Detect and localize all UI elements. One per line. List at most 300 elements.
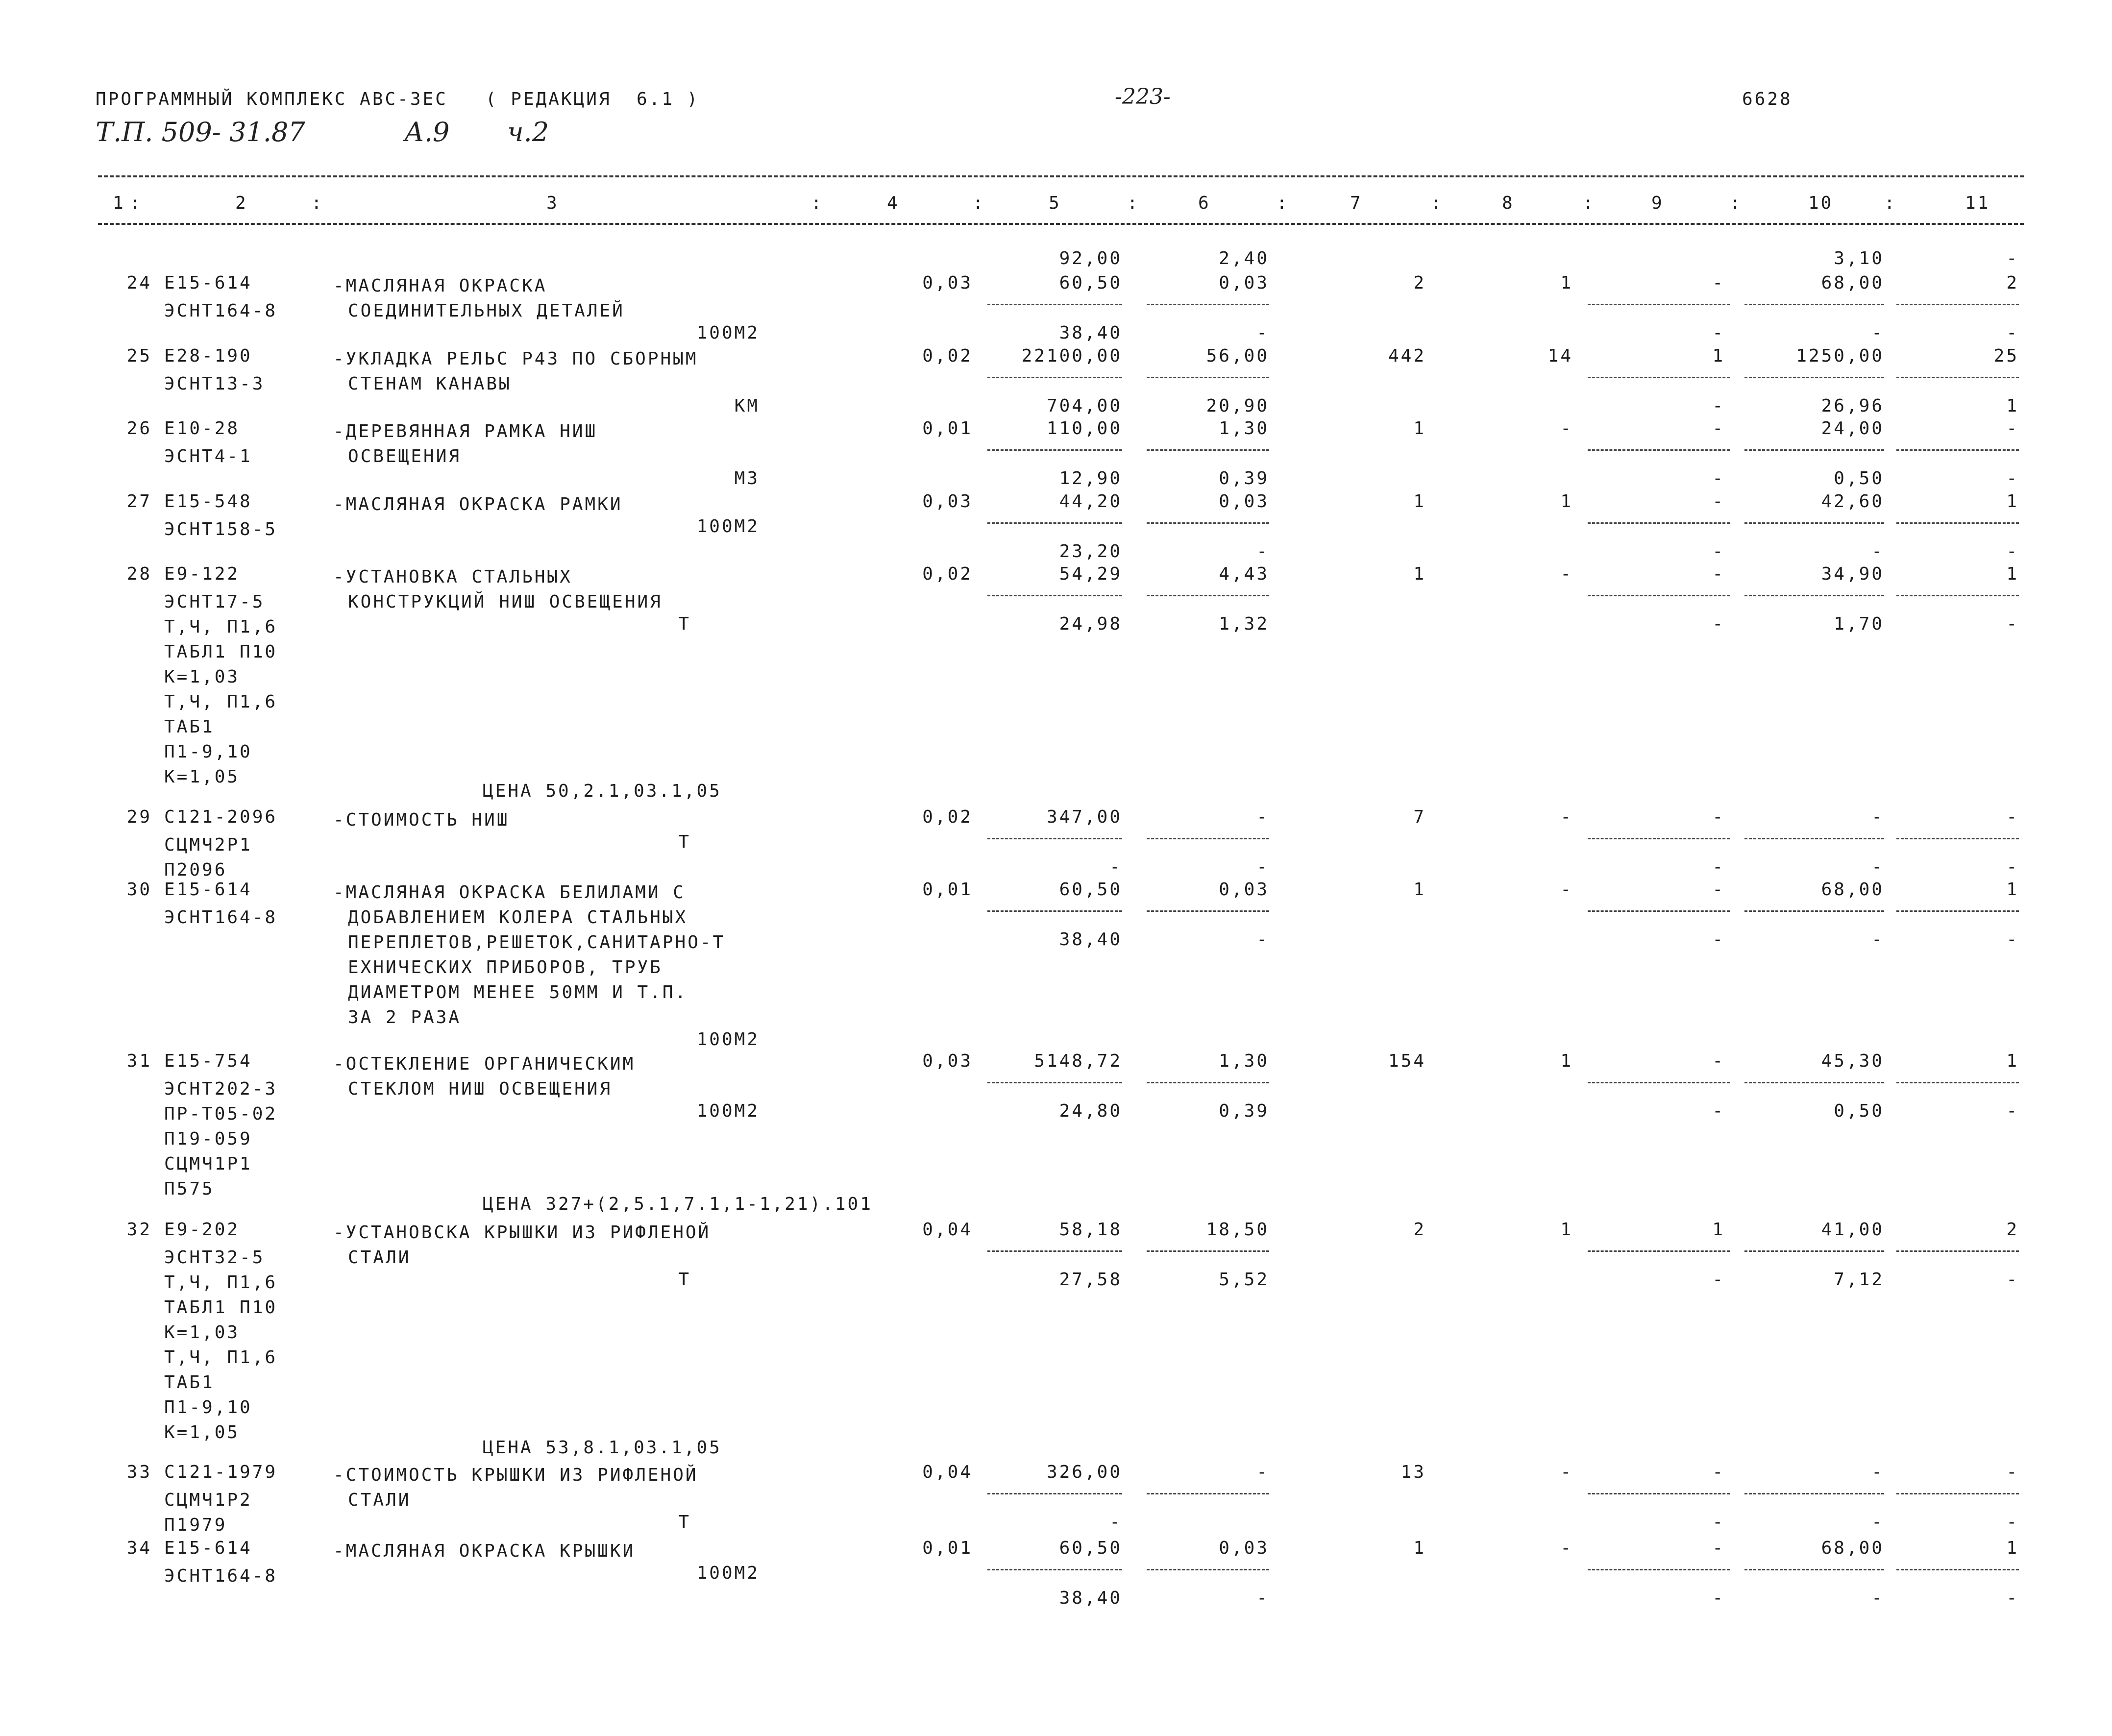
row-unit: Т [678, 1512, 691, 1532]
cell-c5-sub: 704,00 [1046, 396, 1122, 416]
cell-c6-sub: 1,32 [1219, 614, 1269, 634]
divider [1147, 1250, 1269, 1252]
col-header-7: 7 [1350, 193, 1363, 213]
row-ref-line: П575 [164, 1179, 215, 1199]
divider [1896, 838, 2019, 839]
cell-c5-sub: 24,98 [1059, 614, 1122, 634]
cell-c11-sub: - [2006, 857, 2019, 877]
cell-c7: 13 [1400, 1462, 1426, 1482]
program-header: ПРОГРАММНЫЙ КОМПЛЕКС АВС-3ЕС ( РЕДАКЦИЯ 6.1 ) [96, 89, 700, 109]
row-desc-line: -УСТАНОВСКА КРЫШКИ ИЗ РИФЛЕНОЙ [333, 1223, 711, 1243]
divider [987, 522, 1122, 524]
cell-c5-sub: - [1109, 857, 1122, 877]
col-header-6: 6 [1198, 193, 1211, 213]
cell-c6-sub: - [1256, 323, 1269, 343]
row-desc-line: -СТОИМОСТЬ НИШ [333, 810, 510, 830]
divider [1744, 1250, 1884, 1252]
row-ref-line: ЭСНТ4-1 [164, 446, 252, 466]
divider [987, 1082, 1122, 1083]
cell-c10-sub: 0,50 [1834, 1101, 1884, 1121]
cell-c5-sub: - [1109, 1512, 1122, 1532]
row-unit: КМ [734, 396, 760, 416]
cell-c6-sub: - [1256, 1588, 1269, 1608]
cell-c11: 2 [2006, 1220, 2019, 1240]
handwritten-album-ref: А.9 [404, 117, 450, 147]
divider [1147, 1082, 1269, 1083]
divider [1588, 377, 1730, 378]
col-header-1: 1 [113, 193, 125, 213]
cell-c6-sub: - [1256, 857, 1269, 877]
row-ref-line: ТАБЛ1 П10 [164, 642, 278, 662]
cell-c4: 0,02 [922, 346, 973, 366]
cell-c10-sub: 0,50 [1834, 468, 1884, 489]
row-desc-line: ОСВЕЩЕНИЯ [348, 446, 462, 466]
cell-c10-sub: - [1871, 541, 1884, 562]
cell-c6: 0,03 [1219, 491, 1269, 512]
divider [1147, 522, 1269, 524]
row-ref-line: ПР-Т05-02 [164, 1104, 278, 1124]
row-unit: 100М2 [696, 323, 760, 343]
cell-c11-sub: - [2006, 541, 2019, 562]
row-desc-line: -СТОИМОСТЬ КРЫШКИ ИЗ РИФЛЕНОЙ [333, 1465, 698, 1485]
cell-c9: - [1712, 1051, 1725, 1071]
divider [1147, 838, 1269, 839]
cell-c7: 1 [1413, 880, 1426, 900]
cell-c5: 5148,72 [1034, 1051, 1122, 1071]
row-ref-line: ЭСНТ164-8 [164, 301, 278, 321]
divider [1896, 1493, 2019, 1494]
col-header-10: 10 [1808, 193, 1834, 213]
cell-c11: 1 [2006, 1538, 2019, 1558]
cell-c9: - [1712, 880, 1725, 900]
cell-c4: 0,04 [922, 1220, 973, 1240]
row-ref-line: Т,Ч, П1,6 [164, 617, 278, 637]
row-number: 31 [126, 1051, 152, 1071]
cell-c6: 0,03 [1219, 1538, 1269, 1558]
cell-c6: 1,30 [1219, 1051, 1269, 1071]
cell-c10-sub: - [1871, 323, 1884, 343]
row-ref-line: П1-9,10 [164, 742, 252, 762]
cell-c10-sub: - [1871, 1588, 1884, 1608]
cell-c10-sub: - [1871, 857, 1884, 877]
row-desc-line: -ОСТЕКЛЕНИЕ ОРГАНИЧЕСКИМ [333, 1054, 636, 1074]
row-desc-line: -МАСЛЯНАЯ ОКРАСКА КРЫШКИ [333, 1541, 636, 1561]
row-ref-line: ЭСНТ32-5 [164, 1247, 265, 1268]
cell-c8: 14 [1547, 346, 1573, 366]
cell-c10: - [1871, 807, 1884, 827]
divider [987, 1569, 1122, 1570]
row-ref-line: К=1,03 [164, 667, 240, 687]
row-code: С121-2096 [164, 807, 278, 827]
divider [1744, 449, 1884, 451]
divider [1744, 595, 1884, 596]
cell-c5: 60,50 [1059, 880, 1122, 900]
row-desc-line: СТЕКЛОМ НИШ ОСВЕЩЕНИЯ [348, 1079, 613, 1099]
col-header-4: 4 [887, 193, 900, 213]
price-line: ЦЕНА 53,8.1,03.1,05 [483, 1438, 722, 1458]
row-unit: 100М2 [696, 1101, 760, 1121]
divider [1588, 838, 1730, 839]
cell-c6-sub: 0,39 [1219, 468, 1269, 489]
cell-c10: 68,00 [1821, 880, 1884, 900]
cell-c9: - [1712, 1462, 1725, 1482]
divider [1896, 377, 2019, 378]
cell-c6: 56,00 [1206, 346, 1269, 366]
divider [1896, 522, 2019, 524]
cell-c5-sub: 23,20 [1059, 541, 1122, 562]
cell-c4: 0,01 [922, 880, 973, 900]
cell-c5-sub: 38,40 [1059, 323, 1122, 343]
cell-c6: 18,50 [1206, 1220, 1269, 1240]
cell-c6-sub: 5,52 [1219, 1270, 1269, 1290]
divider [987, 1493, 1122, 1494]
row-desc-line: -МАСЛЯНАЯ ОКРАСКА [333, 276, 547, 296]
cell-c10: 68,00 [1821, 273, 1884, 293]
col-header-2: 2 [235, 193, 248, 213]
divider [1147, 910, 1269, 912]
cell-c9-sub: - [1712, 1588, 1725, 1608]
cell-c9-sub: - [1712, 468, 1725, 489]
col-header-11: 11 [1965, 193, 1990, 213]
cell-c6: 0,03 [1219, 880, 1269, 900]
cell-c9-sub: - [1712, 323, 1725, 343]
row-desc-line: -МАСЛЯНАЯ ОКРАСКА РАМКИ [333, 494, 623, 514]
divider [1896, 1082, 2019, 1083]
row-code: Е28-190 [164, 346, 252, 366]
divider [1744, 377, 1884, 378]
cell-c11: 1 [2006, 491, 2019, 512]
cell-c10: 68,00 [1821, 1538, 1884, 1558]
cell-c4: 0,03 [922, 491, 973, 512]
row-number: 32 [126, 1220, 152, 1240]
row-desc-line: ПЕРЕПЛЕТОВ,РЕШЕТОК,САНИТАРНО-Т [348, 932, 726, 953]
handwritten-part-ref: ч.2 [507, 117, 549, 147]
row-ref-line: ЭСНТ164-8 [164, 1566, 278, 1586]
cell-c5: 44,20 [1059, 491, 1122, 512]
cell-c4: 0,04 [922, 1462, 973, 1482]
divider [1896, 304, 2019, 305]
col-sep: : [811, 193, 824, 213]
price-line: ЦЕНА 327+(2,5.1,7.1,1-1,21).101 [483, 1194, 873, 1214]
row-desc-line: -МАСЛЯНАЯ ОКРАСКА БЕЛИЛАМИ С [333, 882, 686, 903]
row-number: 34 [126, 1538, 152, 1558]
cell-c8: - [1560, 564, 1573, 584]
divider [1588, 1493, 1730, 1494]
divider [1896, 449, 2019, 451]
row-unit: 100М2 [696, 1029, 760, 1050]
cell-c11-sub: - [2006, 1512, 2019, 1532]
cell-c8: - [1560, 418, 1573, 439]
cell-c10: 45,30 [1821, 1051, 1884, 1071]
row-ref-line: К=1,03 [164, 1322, 240, 1343]
divider [1147, 1493, 1269, 1494]
cell-c8: - [1560, 880, 1573, 900]
row-desc-line: -УСТАНОВКА СТАЛЬНЫХ [333, 567, 572, 587]
cell-c11-pre: - [2006, 248, 2019, 269]
cell-c9: - [1712, 564, 1725, 584]
divider [1744, 1493, 1884, 1494]
divider [987, 1250, 1122, 1252]
cell-c10-sub: 7,12 [1834, 1270, 1884, 1290]
col-sep: : [1730, 193, 1743, 213]
row-unit: 100М2 [696, 516, 760, 537]
col-sep: : [1583, 193, 1596, 213]
cell-c6-pre: 2,40 [1219, 248, 1269, 269]
row-ref-line: ЭСНТ17-5 [164, 592, 265, 612]
row-desc-line: СТАЛИ [348, 1490, 411, 1510]
cell-c5: 60,50 [1059, 273, 1122, 293]
cell-c9-sub: - [1712, 857, 1725, 877]
cell-c11: 1 [2006, 564, 2019, 584]
cell-c10-sub: - [1871, 929, 1884, 950]
divider [1744, 522, 1884, 524]
cell-c9: 1 [1712, 1220, 1725, 1240]
row-code: Е9-122 [164, 564, 240, 584]
row-code: С121-1979 [164, 1462, 278, 1482]
cell-c7: 442 [1388, 346, 1426, 366]
cell-c10: 1250,00 [1796, 346, 1884, 366]
cell-c7: 1 [1413, 418, 1426, 439]
cell-c8: 1 [1560, 1051, 1573, 1071]
divider [1147, 377, 1269, 378]
row-desc-line: СТАЛИ [348, 1247, 411, 1268]
divider [1147, 595, 1269, 596]
divider [1896, 1569, 2019, 1570]
cell-c11-sub: - [2006, 323, 2019, 343]
cell-c7: 2 [1413, 273, 1426, 293]
row-code: Е15-614 [164, 273, 252, 293]
cell-c11-sub: - [2006, 1588, 2019, 1608]
row-ref-line: П2096 [164, 860, 227, 880]
cell-c6: 1,30 [1219, 418, 1269, 439]
cell-c11: 1 [2006, 1051, 2019, 1071]
row-ref-line: ТАБ1 [164, 717, 215, 737]
cell-c6: 0,03 [1219, 273, 1269, 293]
cell-c5-sub: 27,58 [1059, 1270, 1122, 1290]
col-sep: : [973, 193, 985, 213]
row-code: Е15-614 [164, 1538, 252, 1558]
cell-c11: 2 [2006, 273, 2019, 293]
row-code: Е10-28 [164, 418, 240, 439]
cell-c4: 0,02 [922, 807, 973, 827]
col-header-5: 5 [1049, 193, 1061, 213]
row-code: Е9-202 [164, 1220, 240, 1240]
row-number: 30 [126, 880, 152, 900]
cell-c7: 1 [1413, 491, 1426, 512]
cell-c5-sub: 38,40 [1059, 1588, 1122, 1608]
row-ref-line: П1-9,10 [164, 1397, 252, 1418]
cell-c7: 2 [1413, 1220, 1426, 1240]
cell-c8: 1 [1560, 491, 1573, 512]
cell-c11: 1 [2006, 880, 2019, 900]
cell-c7: 154 [1388, 1051, 1426, 1071]
cell-c9: - [1712, 418, 1725, 439]
page-number: -223- [1115, 84, 1171, 109]
divider [1147, 449, 1269, 451]
row-number: 27 [126, 491, 152, 512]
cell-c9: - [1712, 273, 1725, 293]
row-number: 28 [126, 564, 152, 584]
row-ref-line: Т,Ч, П1,6 [164, 692, 278, 712]
row-ref-line: П1979 [164, 1515, 227, 1535]
divider [1744, 910, 1884, 912]
cell-c5: 347,00 [1046, 807, 1122, 827]
cell-c11: - [2006, 807, 2019, 827]
cell-c9-sub: - [1712, 1512, 1725, 1532]
cell-c10: 24,00 [1821, 418, 1884, 439]
cell-c6-sub: - [1256, 929, 1269, 950]
cell-c5-pre: 92,00 [1059, 248, 1122, 269]
row-number: 25 [126, 346, 152, 366]
row-ref-line: П19-059 [164, 1129, 252, 1149]
cell-c7: 1 [1413, 1538, 1426, 1558]
cell-c11-sub: - [2006, 614, 2019, 634]
row-ref-line: Т,Ч, П1,6 [164, 1347, 278, 1368]
cell-c5: 60,50 [1059, 1538, 1122, 1558]
divider [1744, 1569, 1884, 1570]
cell-c4: 0,03 [922, 273, 973, 293]
cell-c8: - [1560, 1462, 1573, 1482]
cell-c6-sub: 0,39 [1219, 1101, 1269, 1121]
cell-c9-sub: - [1712, 396, 1725, 416]
cell-c10-pre: 3,10 [1834, 248, 1884, 269]
cell-c9-sub: - [1712, 541, 1725, 562]
divider [987, 595, 1122, 596]
cell-c5: 54,29 [1059, 564, 1122, 584]
cell-c5: 110,00 [1046, 418, 1122, 439]
divider [1896, 595, 2019, 596]
cell-c11-sub: 1 [2006, 396, 2019, 416]
row-number: 24 [126, 273, 152, 293]
cell-c10: 41,00 [1821, 1220, 1884, 1240]
divider [987, 910, 1122, 912]
cell-c10: 34,90 [1821, 564, 1884, 584]
row-code: Е15-614 [164, 880, 252, 900]
row-desc-line: КОНСТРУКЦИЙ НИШ ОСВЕЩЕНИЯ [348, 592, 663, 612]
cell-c11-sub: - [2006, 468, 2019, 489]
col-sep: : [1277, 193, 1289, 213]
cell-c6: - [1256, 1462, 1269, 1482]
cell-c8: 1 [1560, 273, 1573, 293]
cell-c5: 22100,00 [1021, 346, 1122, 366]
cell-c6-sub: 20,90 [1206, 396, 1269, 416]
row-unit: Т [678, 1270, 691, 1290]
divider [1744, 304, 1884, 305]
divider [1147, 1569, 1269, 1570]
row-ref-line: СЦМЧ1Р2 [164, 1490, 252, 1510]
cell-c11-sub: - [2006, 929, 2019, 950]
row-unit: 100М2 [696, 1563, 760, 1583]
cell-c9-sub: - [1712, 1270, 1725, 1290]
cell-c11: 25 [1993, 346, 2019, 366]
row-unit: М3 [734, 468, 760, 489]
cell-c11-sub: - [2006, 1270, 2019, 1290]
cell-c5: 326,00 [1046, 1462, 1122, 1482]
cell-c6-sub: - [1256, 541, 1269, 562]
row-number: 33 [126, 1462, 152, 1482]
cell-c5-sub: 38,40 [1059, 929, 1122, 950]
cell-c11: - [2006, 418, 2019, 439]
row-code: Е15-754 [164, 1051, 252, 1071]
row-ref-line: ЭСНТ164-8 [164, 907, 278, 928]
divider [1147, 304, 1269, 305]
col-sep: : [311, 193, 324, 213]
divider [1588, 449, 1730, 451]
row-desc-line: -УКЛАДКА РЕЛЬС Р43 ПО СБОРНЫМ [333, 349, 698, 369]
row-ref-line: К=1,05 [164, 767, 240, 787]
handwritten-project-ref: Т.П. 509- 31.87 [96, 117, 305, 147]
cell-c10: - [1871, 1462, 1884, 1482]
cell-c9-sub: - [1712, 1101, 1725, 1121]
cell-c11-sub: - [2006, 1101, 2019, 1121]
divider [1588, 910, 1730, 912]
col-sep: : [1127, 193, 1140, 213]
row-desc-line: -ДЕРЕВЯННАЯ РАМКА НИШ [333, 421, 598, 441]
cell-c9: - [1712, 807, 1725, 827]
divider [987, 449, 1122, 451]
cell-c6: 4,43 [1219, 564, 1269, 584]
cell-c9-sub: - [1712, 929, 1725, 950]
col-sep: : [130, 193, 143, 213]
cell-c7: 7 [1413, 807, 1426, 827]
cell-c10-sub: - [1871, 1512, 1884, 1532]
row-desc-line: ДИАМЕТРОМ МЕНЕЕ 50ММ И Т.П. [348, 982, 688, 1002]
row-desc-line: СОЕДИНИТЕЛЬНЫХ ДЕТАЛЕЙ [348, 301, 625, 321]
row-ref-line: К=1,05 [164, 1422, 240, 1443]
cell-c5-sub: 24,80 [1059, 1101, 1122, 1121]
divider [1744, 1082, 1884, 1083]
cell-c5: 58,18 [1059, 1220, 1122, 1240]
row-desc-line: ЕХНИЧЕСКИХ ПРИБОРОВ, ТРУБ [348, 957, 663, 978]
cell-c6: - [1256, 807, 1269, 827]
cell-c9-sub: - [1712, 614, 1725, 634]
col-header-3: 3 [546, 193, 559, 213]
divider [1588, 1569, 1730, 1570]
divider [987, 377, 1122, 378]
table-header-rule [98, 223, 2024, 225]
cell-c7: 1 [1413, 564, 1426, 584]
cell-c8: - [1560, 1538, 1573, 1558]
col-header-8: 8 [1502, 193, 1515, 213]
cell-c4: 0,02 [922, 564, 973, 584]
row-code: Е15-548 [164, 491, 252, 512]
cell-c8: 1 [1560, 1220, 1573, 1240]
divider [987, 304, 1122, 305]
cell-c8: - [1560, 807, 1573, 827]
col-header-9: 9 [1651, 193, 1664, 213]
row-ref-line: СЦМЧ1Р1 [164, 1154, 252, 1174]
row-unit: Т [678, 614, 691, 634]
cell-c5-sub: 12,90 [1059, 468, 1122, 489]
divider [987, 838, 1122, 839]
divider [1588, 595, 1730, 596]
divider [1896, 1250, 2019, 1252]
cell-c9: - [1712, 491, 1725, 512]
row-ref-line: ЭСНТ158-5 [164, 519, 278, 539]
divider [1588, 1082, 1730, 1083]
cell-c10: 42,60 [1821, 491, 1884, 512]
row-ref-line: ЭСНТ13-3 [164, 374, 265, 394]
row-ref-line: СЦМЧ2Р1 [164, 835, 252, 855]
divider [1744, 838, 1884, 839]
col-sep: : [1884, 193, 1897, 213]
cell-c9: - [1712, 1538, 1725, 1558]
table-top-rule [98, 175, 2024, 177]
divider [1588, 304, 1730, 305]
cell-c11: - [2006, 1462, 2019, 1482]
row-ref-line: ТАБЛ1 П10 [164, 1297, 278, 1318]
row-desc-line: ДОБАВЛЕНИЕМ КОЛЕРА СТАЛЬНЫХ [348, 907, 688, 928]
